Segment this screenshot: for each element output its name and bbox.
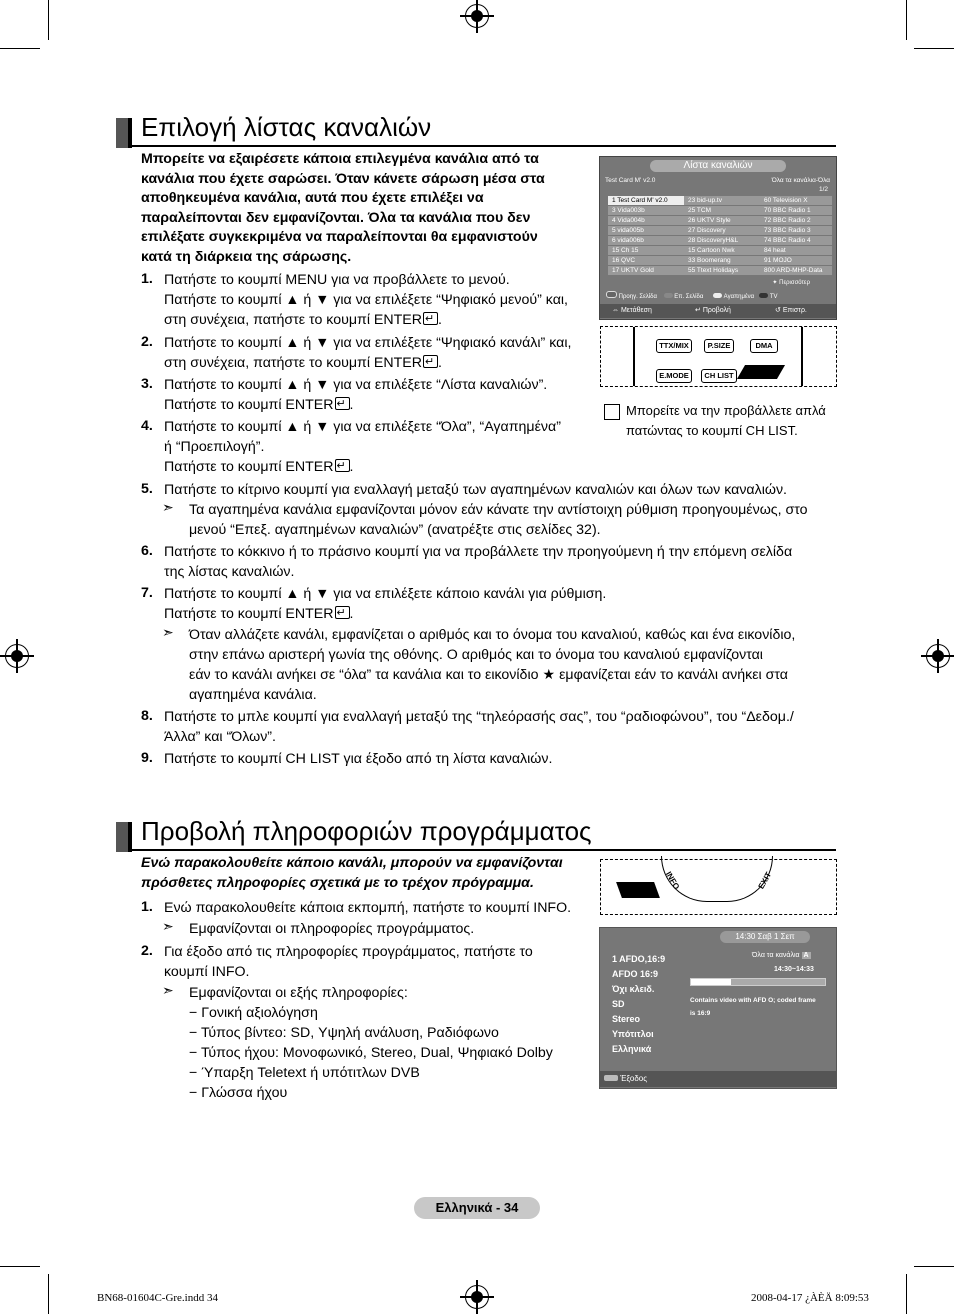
nav-bar: [600, 304, 836, 318]
channel-cell[interactable]: 15 Cartoon Nwk: [684, 246, 760, 255]
title-rule: [132, 145, 836, 147]
channel-cell[interactable]: 6 vida006b: [608, 236, 684, 245]
step-5: Πατήστε το κίτρινο κουμπί για εναλλαγή μεταξύ των αγαπημένων καναλιών και όλων των καναλιών.: [164, 482, 787, 498]
channel-cell[interactable]: 17 UKTV Gold: [608, 266, 684, 275]
legend-bar: Προηγ. Σελίδα Επ. Σελίδα Αγαπημένα TV: [606, 291, 832, 300]
channel-cell[interactable]: 800 ARD-MHP-Data: [760, 266, 832, 275]
step-2: Πατήστε το κουμπί ▲ ή ▼ για να επιλέξετε “Ψηφιακό κανάλι” και, στη συνέχεια, πατήστε το κουμπί ENTER↵ .: [164, 333, 571, 373]
registration-mark-icon: [465, 4, 489, 28]
channel-list-screen: [599, 156, 837, 320]
default-label: ✦ Περισσότερ: [772, 280, 810, 286]
registration-mark-icon: [465, 1285, 489, 1309]
channel-list-title: Λίστα καναλιών: [650, 160, 786, 172]
section-marker: [128, 118, 132, 148]
crop-mark: [906, 0, 907, 40]
nav-view: ↵ Προβολή: [695, 307, 731, 314]
crop-mark: [48, 0, 49, 40]
registration-mark-icon: [5, 644, 29, 668]
crop-mark: [914, 1266, 954, 1267]
enter-icon: [335, 606, 350, 619]
step-9: Πατήστε το κουμπί CH LIST για έξοδο από τη λίστα καναλιών.: [164, 751, 553, 767]
info-note-2: Εμφανίζονται οι εξής πληροφορίες:: [189, 985, 408, 1001]
channel-cell[interactable]: 91 MOJO: [760, 256, 832, 265]
progress-bar: [690, 978, 826, 986]
info-step-1: Ενώ παρακολουθείτε κάποια εκπομπή, πατήστε το κουμπί INFO.: [164, 900, 572, 916]
step-number: 2.: [141, 334, 153, 350]
current-channel: Test Card M' v2.0: [605, 177, 656, 184]
step-7-note: Όταν αλλάζετε κανάλι, εμφανίζεται ο αριθμός και το όνομα του καναλιού, καθώς και ένα εικονίδιο, στην επάνω αριστερή γωνία της οθόνης. Ο αριθμός και το όνομα του καναλιού εμφανίζονται εάν το κανάλι ανήκει σε “όλα” τα κανάλια και το εικονίδιο ★ εμφανίζεται εάν το κανάλι ανήκει στα αγαπημένα κανάλια.: [189, 627, 796, 703]
step-number: 1.: [141, 899, 153, 915]
pointer-arrow-icon: [616, 882, 660, 898]
p-size-button[interactable]: P.SIZE: [704, 339, 734, 353]
nav-return: ↺ Επιστρ.: [775, 307, 807, 314]
page-indicator: 1/2: [818, 186, 828, 193]
info-exit-bar: Έξοδος: [600, 1071, 836, 1087]
channel-cell[interactable]: 23 bid-up.tv: [684, 196, 760, 205]
step-number: 4.: [141, 418, 153, 434]
print-file-info: BN68-01604C-Gre.indd 34: [97, 1292, 218, 1304]
channel-cell[interactable]: 70 BBC Radio 1: [760, 206, 832, 215]
step-6: Πατήστε το κόκκινο ή το πράσινο κουμπί για να προβάλλετε την προηγούμενη ή την επόμενη σελίδα της λίστας καναλιών.: [164, 544, 793, 580]
step-number: 7.: [141, 585, 153, 601]
channel-cell[interactable]: 25 TCM: [684, 206, 760, 215]
channel-cell[interactable]: 72 BBC Radio 2: [760, 216, 832, 225]
e-mode-button[interactable]: E.MODE: [656, 369, 692, 383]
crop-mark: [906, 1274, 907, 1314]
section-marker: [128, 822, 132, 852]
info-step-2: Για έξοδο από τις πληροφορίες προγράμματος, πατήστε το κουμπί INFO.: [164, 944, 533, 980]
step-number: 5.: [141, 481, 153, 497]
remote-illustration: [600, 326, 837, 387]
step-number: 2.: [141, 943, 153, 959]
ch-list-button[interactable]: CH LIST: [701, 369, 737, 383]
registration-mark-icon: [926, 644, 950, 668]
channel-cell[interactable]: 1 Test Card M' v2.0: [608, 196, 684, 205]
nav-move: ⇔ Μετάθεση: [612, 307, 652, 314]
channel-cell[interactable]: 73 BBC Radio 3: [760, 226, 832, 235]
channel-cell[interactable]: 16 QVC: [608, 256, 684, 265]
step-number: 3.: [141, 376, 153, 392]
info-description: Contains video with AFD O; coded frame is 16:9: [690, 997, 816, 1017]
print-date-info: 2008-04-17 ¿ÀÈÄ 8:09:53: [751, 1292, 869, 1304]
step-3: Πατήστε το κουμπί ▲ ή ▼ για να επιλέξετε “Λίστα καναλιών”. Πατήστε το κουμπί ENTER↵ .: [164, 375, 547, 415]
info-items: − Γονική αξιολόγηση − Τύπος βίντεο: SD, Υψηλή ανάλυση, Ραδιόφωνο − Τύπος ήχου: Μονοφωνικό, Stereo, Dual, Ψηφιακό Dolby − Ύπαρξη Teletext ή υπότιτλων DVB − Γλώσσα ήχου: [189, 1005, 553, 1101]
pointer-arrow-icon: [737, 365, 785, 379]
note-arrow-icon: ➣: [162, 918, 174, 934]
info-note-1: Εμφανίζονται οι πληροφορίες προγράμματος.: [189, 921, 475, 937]
exit-button[interactable]: EXIT: [756, 870, 774, 891]
enter-icon: [423, 355, 438, 368]
dma-button[interactable]: DMA: [750, 339, 778, 353]
title-rule: [132, 849, 836, 851]
channel-cell[interactable]: 33 Boomerang: [684, 256, 760, 265]
step-8: Πατήστε το μπλε κουμπί για εναλλαγή μεταξύ της “τηλεόρασής σας”, του “ραδιοφώνου”, του “Δεδομ./ Άλλα” και “Όλων”.: [164, 709, 794, 745]
note-arrow-icon: ➣: [162, 499, 174, 515]
step-7: Πατήστε το κουμπί ▲ ή ▼ για να επιλέξετε κάποιο κανάλι για ρύθμιση. Πατήστε το κουμπί ENTER↵ .: [164, 584, 606, 624]
section-title: Επιλογή λίστας καναλιών: [141, 112, 432, 142]
filter-label: Όλα τα κανάλια-Όλα: [771, 177, 830, 184]
info-range: 14:30~14:33: [774, 966, 814, 973]
step-4: Πατήστε το κουμπί ▲ ή ▼ για να επιλέξετε “Όλα”, “Αγαπημένα” ή “Προεπιλογή”. Πατήστε το κουμπί ENTER↵ .: [164, 417, 561, 477]
tip-text: Μπορείτε να την προβάλλετε απλά πατώντας το κουμπί CH LIST.: [626, 403, 826, 438]
channel-cell[interactable]: 74 BBC Radio 4: [760, 236, 832, 245]
enter-icon: [335, 397, 350, 410]
info-category: Όλα τα κανάλια A: [752, 952, 809, 959]
channel-cell[interactable]: 28 DiscoveryH&L: [684, 236, 760, 245]
channel-cell[interactable]: 4 Vida004b: [608, 216, 684, 225]
crop-mark: [48, 1274, 49, 1314]
crop-mark: [0, 48, 40, 49]
channel-cell[interactable]: 5 vida005b: [608, 226, 684, 235]
enter-icon: [423, 312, 438, 325]
note-arrow-icon: ➣: [162, 982, 174, 998]
hand-note-icon: [604, 404, 620, 420]
crop-mark: [0, 1266, 40, 1267]
info-button[interactable]: INFO: [663, 869, 682, 892]
step-number: 1.: [141, 271, 153, 287]
section-intro: Μπορείτε να εξαιρέσετε κάποια επιλεγμένα κανάλια από τα κανάλια που έχετε σαρώσει. Όταν κάνετε σάρωση μέσα στα αποθηκευμένα κανάλια, αυτά που έχετε επιλέξει να παραλείπονται δεν εμφανίζονται. Όλα τα κανάλια που δεν επιλέξατε συγκεκριμένα να παραλείπονται θα εμφανιστούν κατά τη διάρκεια της σάρωσης.: [141, 151, 545, 265]
info-details: 1 AFDO,16:9 AFDO 16:9 Όχι κλειδ. SD Stereo Υπότιτλοι Ελληνικά: [612, 954, 666, 1054]
section-title: Προβολή πληροφοριών προγράμματος: [141, 816, 592, 846]
remote-illustration: [600, 859, 837, 915]
step-number: 6.: [141, 543, 153, 559]
progress-fill: [691, 979, 731, 985]
channel-cell[interactable]: 27 Discovery: [684, 226, 760, 235]
channel-cell[interactable]: 3 Vida003b: [608, 206, 684, 215]
program-info-screen: [599, 927, 837, 1089]
enter-icon: [335, 459, 350, 472]
note-arrow-icon: ➣: [162, 624, 174, 640]
channel-cell[interactable]: 15 Ch 15: [608, 246, 684, 255]
crop-mark: [914, 48, 954, 49]
step-number: 9.: [141, 750, 153, 766]
info-time: 14:30 Σαβ 1 Σεπ: [720, 931, 810, 943]
channel-cell[interactable]: 55 Ttext Holidays: [684, 266, 760, 275]
exit-icon: [604, 1075, 618, 1081]
step-5-note: Τα αγαπημένα κανάλια εμφανίζονται μόνον εάν κάνατε την αντίστοιχη ρύθμιση προηγουμένως, στο μενού “Επεξ. αγαπημένων καναλιών” (ανατρέξτε στις σελίδες 32).: [189, 502, 808, 538]
page-number: Ελληνικά - 34: [414, 1197, 540, 1219]
step-number: 8.: [141, 708, 153, 724]
section-intro: Ενώ παρακολουθείτε κάποιο κανάλι, μπορούν να εμφανίζονται πρόσθετες πληροφορίες σχετικά με το τρέχον πρόγραμμα.: [141, 855, 563, 891]
channel-cell[interactable]: 84 heat: [760, 246, 832, 255]
channel-cell[interactable]: 60 Television X: [760, 196, 832, 205]
step-1: Πατήστε το κουμπί MENU για να προβάλλετε το μενού. Πατήστε το κουμπί ▲ ή ▼ για να επιλέξετε “Ψηφιακό μενού” και, στη συνέχεια, πατήστε το κουμπί ENTER↵ .: [164, 270, 568, 330]
ttx-mix-button[interactable]: TTX/MIX: [656, 339, 692, 353]
channel-cell[interactable]: 26 UKTV Style: [684, 216, 760, 225]
